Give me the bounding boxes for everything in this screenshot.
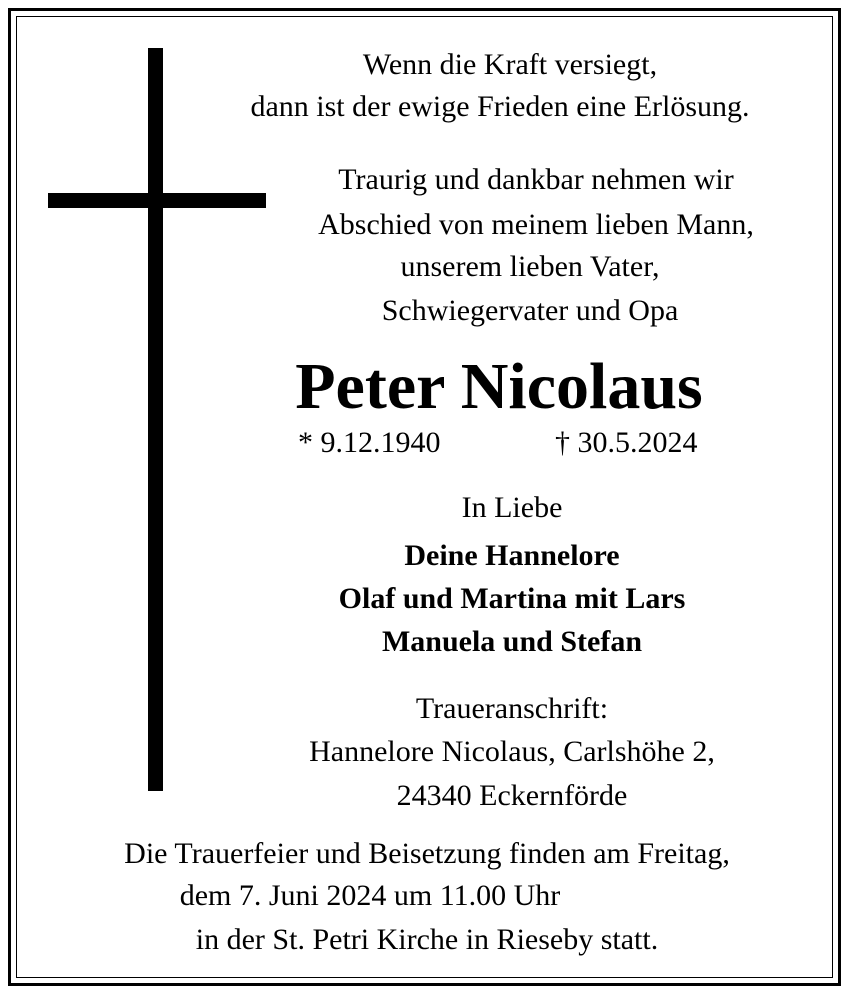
service-line-3: in der St. Petri Kirche in Rieseby statt. bbox=[195, 923, 659, 956]
cross-vertical-bar bbox=[148, 48, 163, 791]
service-line-2: dem 7. Juni 2024 um 11.00 Uhr bbox=[179, 879, 561, 912]
farewell-line-1: Traurig und dankbar nehmen wir bbox=[338, 163, 734, 196]
farewell-line-2: Abschied von meinem lieben Mann, bbox=[318, 208, 754, 241]
address-label: Traueranschrift: bbox=[415, 692, 609, 725]
death-date: † 30.5.2024 bbox=[555, 426, 698, 459]
farewell-line-4: Schwiegervater und Opa bbox=[381, 294, 679, 327]
address-city: 24340 Eckernförde bbox=[396, 779, 628, 812]
quote-line-1: Wenn die Kraft versiegt, bbox=[362, 48, 658, 81]
quote-line-2: dann ist der ewige Frieden eine Erlösung. bbox=[250, 90, 750, 123]
farewell-line-3: unserem lieben Vater, bbox=[400, 250, 660, 283]
address-street: Hannelore Nicolaus, Carlshöhe 2, bbox=[309, 735, 715, 768]
deceased-name: Peter Nicolaus bbox=[295, 350, 703, 423]
mourner-line-1: Deine Hannelore bbox=[404, 539, 620, 572]
mourner-line-2: Olaf und Martina mit Lars bbox=[338, 582, 686, 615]
in-love-label: In Liebe bbox=[461, 491, 563, 524]
cross-horizontal-bar bbox=[48, 193, 266, 208]
mourner-line-3: Manuela und Stefan bbox=[381, 625, 643, 658]
service-line-1: Die Trauerfeier und Beisetzung finden am Freitag, bbox=[124, 837, 730, 870]
birth-date: * 9.12.1940 bbox=[298, 426, 441, 459]
